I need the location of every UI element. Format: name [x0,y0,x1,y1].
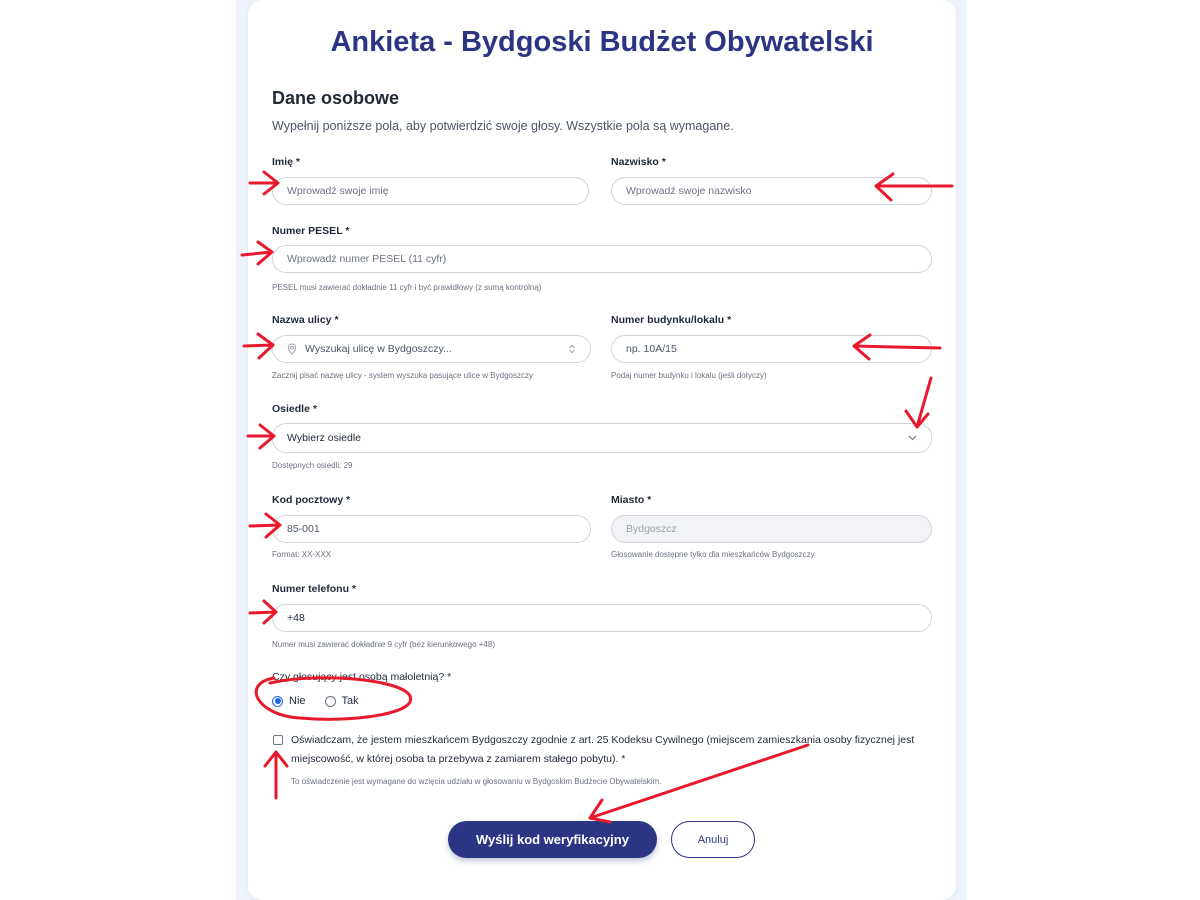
city-hint: Głosowanie dostępne tylko dla mieszkańców Bydgoszczy [611,550,815,559]
pesel-label: Numer PESEL * [272,225,350,237]
page-title: Ankieta - Bydgoski Budżet Obywatelski [330,26,874,58]
minor-radio-group [272,695,378,707]
pesel-input[interactable] [272,245,932,273]
last-name-label: Nazwisko * [611,156,666,168]
sort-updown-icon [568,344,576,354]
declaration-text: Oświadczam, że jestem mieszkańcem Bydgoszczy zgodnie z art. 25 Kodeksu Cywilnego (miejscem zamieszkania osoby fizycznej jest miejscowość, w której osoba ta przebywa z zamiarem stałego pobytu). * [291,734,915,765]
radio-nie-label: Nie [289,695,306,707]
first-name-input[interactable] [272,177,589,205]
building-label: Numer budynku/lokalu * [611,314,732,326]
last-name-placeholder: Wprowadź swoje nazwisko [626,185,752,197]
district-select[interactable] [272,423,932,453]
declaration-note: To oświadczenie jest wymagane do wzięcia udziału w głosowaniu w Bydgoskim Budżecie Obywatelskim. [291,777,662,786]
last-name-input[interactable] [611,177,932,205]
form-card [248,0,956,900]
section-heading: Dane osobowe [272,88,400,108]
street-search-input[interactable] [272,335,591,363]
minor-question: Czy głosujący jest osobą małoletnią? * [272,671,452,683]
send-verification-code-button[interactable]: Wyślij kod weryfikacyjny [448,821,657,858]
section-description: Wypełnij poniższe pola, aby potwierdzić swoje głosy. Wszystkie pola są wymagane. [272,119,734,133]
district-selected-value: Wybierz osiedle [287,432,362,444]
building-hint: Podaj numer budynku i lokalu (jeśli dotyczy) [611,371,767,380]
building-placeholder: np. 10A/15 [626,343,677,355]
pesel-placeholder: Wprowadź numer PESEL (11 cyfr) [287,253,447,265]
first-name-label: Imię * [272,156,301,168]
street-hint: Zacznij pisać nazwę ulicy - system wyszuka pasujące ulice w Bydgoszczy [272,371,533,380]
postal-code-value: 85-001 [287,523,320,535]
city-value: Bydgoszcz [626,523,677,535]
district-hint: Dostępnych osiedli: 29 [272,461,353,470]
cancel-button[interactable]: Anuluj [671,821,755,858]
radio-nie[interactable] [272,696,283,707]
district-label: Osiedle * [272,403,317,415]
phone-hint: Numer musi zawierać dokładnie 9 cyfr (bez kierunkowego +48) [272,640,495,649]
phone-label: Numer telefonu * [272,583,357,595]
pesel-hint: PESEL musi zawierać dokładnie 11 cyfr i być prawidłowy (z sumą kontrolną) [272,283,542,292]
city-input [611,515,932,543]
postal-code-hint: Format: XX-XXX [272,550,332,559]
radio-tak-label: Tak [341,695,359,707]
postal-code-input[interactable] [272,515,591,543]
location-pin-icon [287,343,297,355]
chevron-down-icon [908,435,917,441]
street-label: Nazwa ulicy * [272,314,339,326]
city-label: Miasto * [611,494,652,506]
street-placeholder: Wyszukaj ulicę w Bydgoszczy... [305,343,452,355]
radio-tak[interactable] [325,696,336,707]
postal-code-label: Kod pocztowy * [272,494,351,506]
first-name-placeholder: Wprowadź swoje imię [287,185,389,197]
declaration-checkbox[interactable] [273,735,283,745]
building-number-input[interactable] [611,335,932,363]
phone-input[interactable] [272,604,932,632]
radio-option-tak[interactable] [325,695,359,707]
phone-value: +48 [287,612,305,624]
radio-option-nie[interactable] [272,695,306,707]
